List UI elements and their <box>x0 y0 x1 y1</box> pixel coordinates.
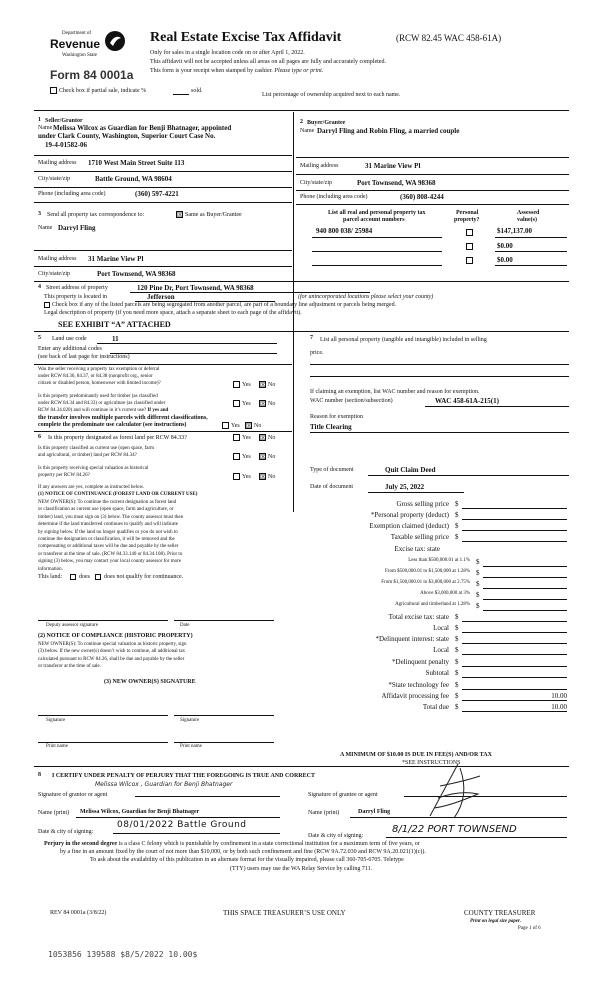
see-instructions: *SEE INSTRUCTIONS <box>402 760 461 766</box>
sec5-num: 5 <box>38 335 41 341</box>
buyer-city-label: City/state/zip <box>300 180 332 186</box>
calc-no-checkbox[interactable]: ☒ <box>246 422 253 430</box>
grantor-signature[interactable]: Melissa Wilcox , Guardian for Benji Bhatnager <box>95 781 233 788</box>
q-current-use-yes: Yes <box>242 454 251 460</box>
fee-dollar-t2: $ <box>476 569 480 577</box>
grantor-name-label: Name (print) <box>38 810 70 816</box>
fee-label-delinq: *Delinquent interest: state <box>375 635 449 643</box>
fee-line-t4[interactable] <box>483 599 567 600</box>
notice-compliance-line: NEW OWNER(S): To continue special valuation as historic property, sign <box>38 642 187 647</box>
q-current-use-2: and agricultural, or timber) land per RCW 84.34? <box>38 453 137 458</box>
personal-property-line-2[interactable] <box>310 376 569 377</box>
header-note-2: This affidavit will not be accepted unless all areas on all pages are fully and accurately completed. <box>150 59 386 65</box>
fee-dollar-tech: $ <box>455 681 459 689</box>
calc-yes-checkbox[interactable] <box>222 422 229 429</box>
fee-line-exempt[interactable] <box>462 530 567 531</box>
sec3-rule-2 <box>34 266 292 267</box>
sec1-rule-1 <box>34 155 292 156</box>
q-exemption-1: Was the seller receiving a property tax exemption or deferral <box>38 367 160 372</box>
q-timber-3: RCW 84.34.020) and will continue in it’s current use? <box>38 408 147 413</box>
calc-yes: Yes <box>231 423 240 429</box>
grantor-date-label: Date & city of signing: <box>38 829 94 835</box>
sold-label: sold. <box>191 88 203 94</box>
q-timber-yes-checkbox[interactable] <box>233 400 240 407</box>
property-address[interactable]: 120 Pine Dr, Port Townsend, WA 98368 <box>137 284 254 292</box>
fee-line-taxable[interactable] <box>462 541 567 542</box>
notice-compliance-heading: (2) NOTICE OF COMPLIANCE (HISTORIC PROPERTY) <box>38 633 193 639</box>
sec2-num: 2 <box>300 119 303 125</box>
form-rcw: (RCW 82.45 WAC 458-61A) <box>396 33 502 43</box>
grantee-date-value[interactable]: 8/1/22 PORT TOWNSEND <box>392 824 517 835</box>
fee-line-t2[interactable] <box>483 577 567 578</box>
q-exemption-yes-checkbox[interactable] <box>233 381 240 388</box>
sec1-rule-4 <box>34 202 292 203</box>
perjury-bold: Perjury in the second degree <box>44 841 118 847</box>
grantor-date-line <box>113 833 280 834</box>
buyer-name-value[interactable]: Darryl Fling and Robin Fling, a married couple <box>317 127 460 135</box>
assessed-line-2 <box>495 251 567 252</box>
parcel-line-3[interactable] <box>312 265 442 266</box>
q-exemption-yes: Yes <box>242 382 251 388</box>
partial-pct-line[interactable] <box>173 94 189 95</box>
fee-dollar-local: $ <box>455 624 459 632</box>
doc-date-label: Date of document <box>310 484 353 490</box>
sec7-num: 7 <box>310 335 313 341</box>
land-use-code[interactable]: 11 <box>112 335 119 343</box>
q-historic-1: Is this property receiving special valuation as historical <box>38 466 149 471</box>
sec3-rule-3 <box>34 281 569 282</box>
q-current-use-no-checkbox[interactable]: ☒ <box>260 453 267 461</box>
assessed-line-3 <box>495 265 567 266</box>
assessed-line-1 <box>495 237 567 238</box>
fee-line-gross[interactable] <box>462 508 567 509</box>
sec7-text: List all personal property (tangible and intangible) included in selling <box>320 337 487 343</box>
q-historic-yes: Yes <box>242 474 251 480</box>
q-exemption-3: citizen or disabled person, homeowner with limited income)? <box>38 381 161 386</box>
parcel-header-1: List all real and personal property tax <box>328 210 426 216</box>
fee-line-personal[interactable] <box>462 519 567 520</box>
fee-dollar-total_excise: $ <box>455 613 459 621</box>
perjury-1: is a class C felony which is punishable by confinement in a state correctional institution for a maximum term of five years, or <box>118 841 420 847</box>
sec1-label: Seller/Grantor <box>45 118 83 124</box>
minimum-fee-note: A MINIMUM OF $10.00 IS DUE IN FEE(S) AND/OR TAX <box>340 752 492 758</box>
fee-dollar-exempt: $ <box>455 522 459 530</box>
sec2-label: Buyer/Grantee <box>307 120 346 126</box>
fee-value-total[interactable]: 10.00 <box>551 703 567 711</box>
fee-label-t1: Less than $500,000.01 at 1.1% <box>408 558 470 563</box>
notice-compliance-line: or transferor at the time of sale. <box>38 664 101 670</box>
fee-dollar-gross: $ <box>455 500 459 508</box>
seller-name-label: Name <box>38 125 53 131</box>
buyer-mail-value[interactable]: 31 Marine View Pl <box>365 162 421 170</box>
fee-label-total_excise: Total excise tax: state <box>388 613 449 621</box>
seller-city-value[interactable]: Battle Ground, WA 98604 <box>95 175 172 183</box>
notice-continuance-line: continue the designation or classification, it will be removed and the <box>38 537 175 543</box>
notice-compliance-line: calculated pursuant to RCW 84.26, shall be due and payable by the seller <box>38 656 185 662</box>
fee-label-t5: Agricultural and timberland at 1.28% <box>395 602 470 607</box>
seller-name-3: 19-4-01582-06 <box>45 141 87 149</box>
sec3-mail-value[interactable]: 31 Marine View Pl <box>88 255 144 263</box>
exhibit-a-text: SEE EXHIBIT “A” ATTACHED <box>58 320 171 329</box>
fee-dollar-subtotal: $ <box>455 669 459 677</box>
owner-sig-line-1[interactable] <box>38 715 168 716</box>
q-timber-no: No <box>268 401 276 407</box>
sec3-city-label: City/state/zip <box>38 271 70 277</box>
fee-line-tech[interactable] <box>462 689 567 690</box>
sec7-text-2: price. <box>310 350 324 356</box>
revenue-logo-text: Revenue <box>50 37 101 51</box>
grantee-name-label: Name (print) <box>308 810 340 816</box>
q-current-use-1: Is this property classified as current use (open space, farm <box>38 446 155 451</box>
fee-label-subtotal: Subtotal <box>425 669 449 677</box>
same-as-buyer-label: Same as Buyer/Grantee <box>185 212 242 218</box>
owner-print-line-1[interactable] <box>38 742 168 743</box>
fee-dollar-personal: $ <box>455 511 459 519</box>
sec3-city-value[interactable]: Port Townsend, WA 98368 <box>97 270 176 278</box>
fee-label-t2: From $500,000.01 to $1,500,000 at 1.28% <box>385 569 470 574</box>
buyer-mail-label: Mailing address <box>300 163 339 169</box>
reason-line <box>310 432 569 433</box>
q-current-use-no: No <box>268 454 276 460</box>
does-checkbox[interactable] <box>70 574 76 580</box>
buyer-city-value[interactable]: Port Townsend, WA 98368 <box>357 179 436 187</box>
dept-label: Department of <box>62 31 92 36</box>
deputy-date-label: Date <box>180 623 190 628</box>
perjury-2: by a fine in an amount fixed by the court of not more than $10,000, or by both such confinement and fine (RCW 9A.72.030 and RCW 9A.20.021(1)(c)). <box>60 849 426 855</box>
additional-codes-label: Enter any additional codes <box>38 346 102 352</box>
personal-property-checkbox-3[interactable] <box>466 257 473 264</box>
does-not-checkbox[interactable] <box>95 574 101 580</box>
fee-label-gross: Gross selling price <box>396 500 449 508</box>
q-timber-3b: If yes and <box>147 408 169 413</box>
q-forest-yes: Yes <box>242 435 251 441</box>
header-rule <box>34 110 569 111</box>
q-timber-4: the transfer involves multiple parcels with different classifications, <box>38 415 208 421</box>
this-land-label: This land: <box>38 574 63 580</box>
wac-line <box>425 406 569 407</box>
owner-sig-label-1: Signature <box>46 718 66 723</box>
additional-codes-note: (see back of last page for instructions) <box>38 354 130 360</box>
notice-compliance-body <box>38 641 187 671</box>
fee-line-total_excise[interactable] <box>462 621 567 622</box>
state-label: Washington State <box>62 53 98 58</box>
sec5-rule-1 <box>34 364 292 365</box>
parcel-header-1b: parcel account numbers <box>343 217 405 223</box>
sec2-rule-2 <box>296 174 569 175</box>
same-as-buyer-checkbox[interactable]: ☒ <box>177 211 184 219</box>
seller-phone-value[interactable]: (360) 597-4221 <box>135 190 179 198</box>
assessed-value-2[interactable]: $0.00 <box>497 242 513 250</box>
fee-line-subtotal[interactable] <box>462 677 567 678</box>
q-exemption-no: No <box>268 382 276 388</box>
fee-line-t3[interactable] <box>483 588 567 589</box>
print-legal-note: Print on legal size paper. <box>470 919 521 924</box>
exemption-instruction: If claiming an exemption, list WAC number and reason for exemption. <box>310 389 480 395</box>
header-note-1: Only for sales in a single location code on or after April 1, 2022. <box>150 50 305 56</box>
sec2-rule-4 <box>296 204 569 205</box>
personal-property-checkbox-2[interactable] <box>466 243 473 250</box>
fee-line-local2[interactable] <box>462 654 567 655</box>
grantor-sig-label: Signature of grantor or agent <box>38 792 108 798</box>
legal-desc-label: Legal description of property (if you need more space, attach a separate sheet to each page of the affidavit). <box>44 310 302 316</box>
fee-line-t1[interactable] <box>483 566 567 567</box>
wac-label: WAC number (section/subsection) <box>310 398 393 404</box>
parcel-header-2: Personal <box>456 210 479 216</box>
sec4-label: Street address of property <box>46 285 108 291</box>
grantor-sig-line <box>135 796 280 797</box>
fee-line-local[interactable] <box>462 632 567 633</box>
grantor-date-value[interactable]: 08/01/2022 Battle Ground <box>117 820 247 830</box>
buyer-phone-value[interactable]: (360) 808-4244 <box>400 193 444 201</box>
notice-continuance-line: determine if the land transferred continues to qualify and will indicate <box>38 522 178 528</box>
doc-date-value[interactable]: July 25, 2022 <box>385 483 425 491</box>
fee-dollar-delinq: $ <box>455 635 459 643</box>
land-use-label: Land use code <box>52 336 87 342</box>
parcel-header-3b: value(s) <box>517 217 537 223</box>
land-use-line <box>97 343 277 344</box>
sec2-rule-3 <box>296 190 569 191</box>
calc-no: No <box>254 423 262 429</box>
notice-continuance-line: timber) land, you must sign on (3) below. The county assessor must then <box>38 514 184 520</box>
notice-continuance-line: or classification as current use (open space, farm and agriculture, or <box>38 507 174 513</box>
page-number: Page 1 of 6 <box>518 926 541 931</box>
county-treasurer: COUNTY TREASURER <box>464 909 536 917</box>
fee-label-exempt: Exemption claimed (deduct) <box>369 522 449 530</box>
q-historic-no-checkbox[interactable]: ☒ <box>260 473 267 481</box>
fee-dollar-afp: $ <box>455 692 459 700</box>
does-label: does <box>79 574 90 580</box>
location-value[interactable]: Jefferson <box>147 293 175 301</box>
sec3-rule-1 <box>34 250 292 251</box>
segregated-label: Check box if any of the listed parcels are being segregated from another parcel, are part of a boundary line adjustment or parcels being merged. <box>52 302 397 308</box>
parcel-header-3: Assessed <box>517 210 540 216</box>
sec3-mail-label: Mailing address <box>38 256 77 262</box>
fee-dollar-penalty: $ <box>455 658 459 666</box>
q-current-use-yes-checkbox[interactable] <box>233 453 240 460</box>
location-note: (for unincorporated locations please select your county) <box>298 294 434 300</box>
personal-property-checkbox-1[interactable] <box>466 229 473 236</box>
sec3-num: 3 <box>38 211 41 217</box>
reason-value[interactable]: Title Clearing <box>310 423 352 431</box>
notice-continuance-line: by signing below. If the land no longer qualifies or you do not wish to <box>38 529 178 535</box>
form-number: Form 84 0001a <box>50 68 134 82</box>
does-not-label: does not qualify for continuance. <box>104 574 184 580</box>
parcel-header-2b: property? <box>454 217 480 223</box>
q-historic-yes-checkbox[interactable] <box>233 473 240 480</box>
additional-codes-line[interactable] <box>110 353 277 354</box>
fee-label-personal: *Personal property (deduct) <box>370 511 449 519</box>
fee-label-t4: Above $3,000,000 at 3% <box>420 591 470 596</box>
fee-dollar-t5: $ <box>476 602 480 610</box>
grantee-signature-scribble <box>420 756 490 826</box>
fee-dollar-total: $ <box>455 703 459 711</box>
if-any-yes: If any answers are yes, complete as instructed below. <box>38 485 145 490</box>
doc-date-line <box>368 492 464 493</box>
grantee-date-line <box>386 837 567 838</box>
fee-label-penalty: *Delinquent penalty <box>392 658 449 666</box>
fee-label-excise: Excise tax: state <box>394 545 440 553</box>
owner-print-label-2: Print name <box>180 744 202 749</box>
notice-compliance-line: (3) below. If the new owner(s) doesn’t wish to continue, all additional tax <box>38 649 186 655</box>
wac-value[interactable]: WAC 458-61A-215(1) <box>435 397 499 405</box>
partial-sale-checkbox[interactable] <box>50 87 57 94</box>
q-timber-no-checkbox[interactable]: ☒ <box>260 400 267 408</box>
sec1-rule-2 <box>34 171 292 172</box>
sec1-num: 1 <box>38 117 41 123</box>
q-exemption-2: under RCW 84.36, 84.37, or 84.38 (nonprofit org., senior <box>38 374 153 379</box>
q-forest-no-checkbox[interactable]: ☒ <box>260 434 267 442</box>
assessed-value-1[interactable]: $147,137.00 <box>497 227 532 235</box>
q-historic-no: No <box>268 474 276 480</box>
buyer-name-label: Name <box>300 128 315 134</box>
fee-label-total: Total due <box>422 703 449 711</box>
notice-continuance-line: NEW OWNER(S): To continue the current designation as forest land <box>38 500 177 505</box>
parcel-line-1 <box>312 237 442 238</box>
certify-text: I CERTIFY UNDER PENALTY OF PERJURY THAT THE FOREGOING IS TRUE AND CORRECT <box>52 773 315 779</box>
fee-label-afp: Affidavit processing fee <box>381 692 449 700</box>
sec5-rule-2 <box>34 431 292 432</box>
fee-label-tech: *State technology fee <box>388 681 449 689</box>
fee-label-t3: From $1,500,000.01 to $3,000,000 at 2.75% <box>381 580 470 585</box>
sec3-name-label: Name <box>38 225 53 231</box>
header-note-3b: Please type or print. <box>274 68 324 74</box>
notice-continuance-heading: (1) NOTICE OF CONTINUANCE (FOREST LAND OR CURRENT USE) <box>38 492 198 497</box>
sec4-num: 4 <box>38 284 41 290</box>
fee-line-afp[interactable] <box>462 700 567 701</box>
fee-line-t5[interactable] <box>483 610 567 611</box>
fee-value-afp[interactable]: 10.00 <box>551 692 567 700</box>
q-timber-1: Is this property predominantly used for timber (as classified <box>38 394 158 399</box>
sec3-name-value[interactable]: Darryl Fling <box>58 224 96 232</box>
owner-print-label-1: Print name <box>46 744 68 749</box>
segregated-checkbox[interactable] <box>44 302 50 308</box>
seller-city-label: City/state/zip <box>38 176 70 182</box>
sec2-rule-1 <box>296 157 569 158</box>
revenue-logo-icon <box>104 30 126 52</box>
buyer-phone-label: Phone (including area code) <box>300 194 368 200</box>
perjury-4: (TTY) users may use the WA Relay Service by calling 711. <box>230 866 373 872</box>
sec6-num: 6 <box>38 434 41 440</box>
fee-dollar-t3: $ <box>476 580 480 588</box>
grantor-name-line <box>76 817 280 818</box>
owner-sig-line-2[interactable] <box>174 715 274 716</box>
fee-dollar-t4: $ <box>476 591 480 599</box>
grantee-sig-label: Signature of grantee or agent <box>308 792 378 798</box>
grantor-name-value[interactable]: Melissa Wilcox, Guardian for Benji Bhatnager <box>80 809 200 815</box>
deputy-date-line[interactable] <box>174 620 274 621</box>
fee-line-delinq[interactable] <box>462 643 567 644</box>
fee-dollar-t1: $ <box>476 558 480 566</box>
q-forest-yes-checkbox[interactable] <box>233 434 240 441</box>
notice-continuance-body <box>38 499 183 573</box>
new-owner-sig-heading: (3) NEW OWNER(S) SIGNATURE <box>104 679 196 685</box>
grantee-date-label: Date & city of signing: <box>308 833 364 839</box>
deputy-sig-label: Deputy assessor signature <box>46 623 98 628</box>
fee-dollar-taxable: $ <box>455 533 459 541</box>
perjury-3: To ask about the availability of this publication in an alternate format for the visually impaired, please call 360-705-6705. Teletype <box>90 857 404 863</box>
seller-phone-label: Phone (including area code) <box>38 191 106 197</box>
assessed-value-3[interactable]: $0.00 <box>497 256 513 264</box>
sec1-rule-3 <box>34 187 292 188</box>
seller-mail-label: Mailing address <box>38 160 77 166</box>
location-label: This property is located in <box>44 294 107 300</box>
sec4-rule <box>34 331 569 332</box>
rev-code: REV 84 0001a (3/8/22) <box>50 910 107 916</box>
ownership-note: List percentage of ownership acquired next to each name. <box>262 92 401 98</box>
sec8-num: 8 <box>38 772 41 778</box>
fee-dollar-local2: $ <box>455 646 459 654</box>
fee-label-local: Local <box>433 624 449 632</box>
reason-label: Reason for exemption <box>310 414 363 420</box>
deputy-sig-line[interactable] <box>38 620 168 621</box>
q-exemption-no-checkbox[interactable]: ☒ <box>260 381 267 389</box>
q-timber-2: under RCW 84.34 and 84.33) or agriculture (as classified under <box>38 401 166 406</box>
fee-label-taxable: Taxable selling price <box>390 533 449 541</box>
fee-line-total[interactable] <box>462 711 567 712</box>
doc-type-line <box>368 475 569 476</box>
sec3-text: Send all property tax correspondence to: <box>47 212 145 218</box>
owner-sig-label-2: Signature <box>180 718 200 723</box>
parcel-line-2[interactable] <box>312 251 442 252</box>
notice-continuance-line: information. <box>38 566 63 572</box>
parcel-number-1[interactable]: 940 800 038/ 25984 <box>316 227 373 235</box>
treasurer-use: THIS SPACE TREASURER’S USE ONLY <box>223 909 346 917</box>
cashier-receipt-stamp: 1053856 139588 $8/5/2022 10.00$ <box>48 950 198 959</box>
q-timber-yes: Yes <box>242 401 251 407</box>
doc-type-value[interactable]: Quit Claim Deed <box>385 466 436 474</box>
seller-mail-value[interactable]: 1710 West Main Street Suite 113 <box>88 159 185 167</box>
seller-name-1: Melissa Wilcox as Guardian for Benji Bhatnager, appointed <box>53 124 232 132</box>
header-note-3: This form is your receipt when stamped by cashier. <box>150 68 273 74</box>
notice-continuance-line: or transferor at the time of sale. (RCW 84.33.140 or 84.34.108). Prior to <box>38 551 183 557</box>
personal-property-line-1[interactable] <box>310 364 569 365</box>
q-forest: Is this property designated as forest land per RCW 84.33? <box>48 435 187 441</box>
form-title: Real Estate Excise Tax Affidavit <box>150 30 342 45</box>
owner-print-line-2[interactable] <box>174 742 274 743</box>
q-forest-no: No <box>268 435 276 441</box>
grantee-name-line <box>350 817 567 818</box>
notice-continuance-line: compensating or additional taxes will be due and payable by the seller <box>38 544 179 550</box>
doc-type-label: Type of document <box>310 467 354 473</box>
fee-label-local2: Local <box>433 646 449 654</box>
seller-name-2: under Clark County, Washington, Superior Court Case No. <box>38 132 216 140</box>
grantee-name-value[interactable]: Darryl Fling <box>358 809 391 815</box>
q-historic-2: property per RCW 84.26? <box>38 473 90 478</box>
fee-line-penalty[interactable] <box>462 666 567 667</box>
partial-sale-label: Check box if partial sale, indicate % <box>59 88 147 94</box>
q-timber-5: complete the predominate use calculator (see instructions) <box>38 422 187 428</box>
notice-continuance-line: signing (3) below, you may contact your local county assessor for more <box>38 559 181 565</box>
